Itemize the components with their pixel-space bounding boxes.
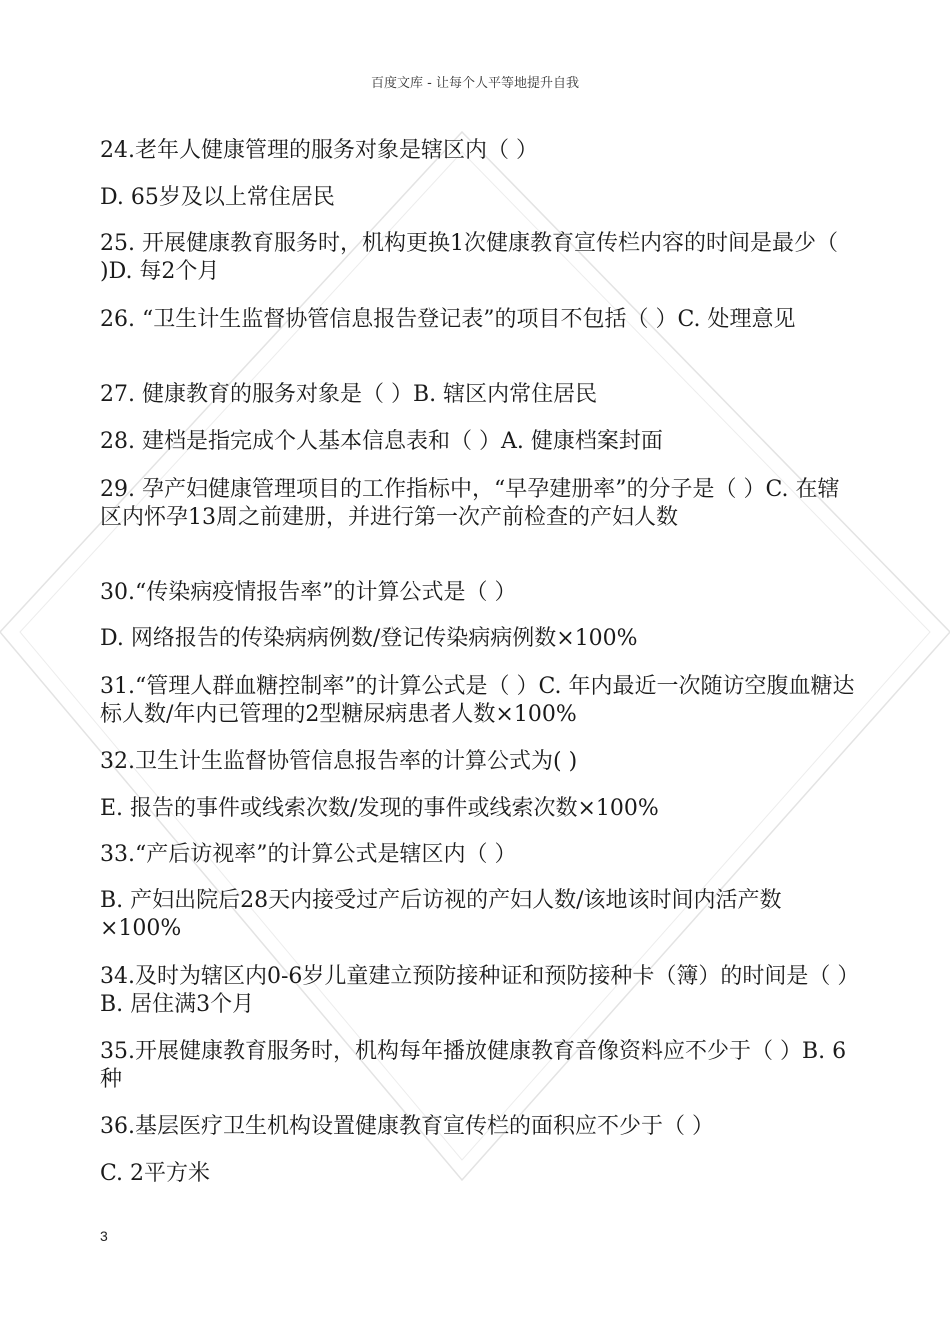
- answer-36: C. 2平方米: [100, 1161, 211, 1186]
- question-31: 31.“管理人群血糖控制率”的计算公式是（ ）C. 年内最近一次随访空腹血糖达标人数/年内已管理的2型糖尿病患者人数×100%: [100, 674, 855, 727]
- page-number: 3: [100, 1228, 108, 1244]
- question-33: 33.“产后访视率”的计算公式是辖区内（ ）: [100, 842, 517, 867]
- question-26: 26. “卫生计生监督协管信息报告登记表”的项目不包括（ ）C. 处理意见: [100, 307, 796, 332]
- question-29: 29. 孕产妇健康管理项目的工作指标中，“早孕建册率”的分子是（ ）C. 在辖区内怀孕13周之前建册，并进行第一次产前检查的产妇人数: [100, 477, 840, 530]
- question-27: 27. 健康教育的服务对象是（ ）B. 辖区内常住居民: [100, 382, 598, 407]
- answer-30: D. 网络报告的传染病病例数/登记传染病病例数×100%: [100, 626, 638, 651]
- question-28: 28. 建档是指完成个人基本信息表和（ ）A. 健康档案封面: [100, 429, 663, 454]
- question-36: 36.基层医疗卫生机构设置健康教育宣传栏的面积应不少于（ ）: [100, 1114, 714, 1139]
- answer-33: B. 产妇出院后28天内接受过产后访视的产妇人数/该地该时间内活产数×100%: [100, 888, 782, 941]
- question-25: 25. 开展健康教育服务时，机构更换1次健康教育宣传栏内容的时间是最少（ )D. 每2个月: [100, 231, 845, 284]
- page-header: 百度文库 - 让每个人平等地提升自我: [371, 76, 579, 91]
- question-30: 30.“传染病疫情报告率”的计算公式是（ ）: [100, 580, 517, 605]
- question-32: 32.卫生计生监督协管信息报告率的计算公式为( ): [100, 749, 578, 774]
- question-35: 35.开展健康教育服务时，机构每年播放健康教育音像资料应不少于（ ）B. 6种: [100, 1039, 847, 1092]
- question-24: 24.老年人健康管理的服务对象是辖区内（ ）: [100, 138, 538, 163]
- question-34: 34.及时为辖区内0-6岁儿童建立预防接种证和预防接种卡（簿）的时间是（ ）B. 居住满3个月: [100, 964, 860, 1017]
- answer-32: E. 报告的事件或线索次数/发现的事件或线索次数×100%: [100, 796, 659, 821]
- answer-24: D. 65岁及以上常住居民: [100, 185, 335, 210]
